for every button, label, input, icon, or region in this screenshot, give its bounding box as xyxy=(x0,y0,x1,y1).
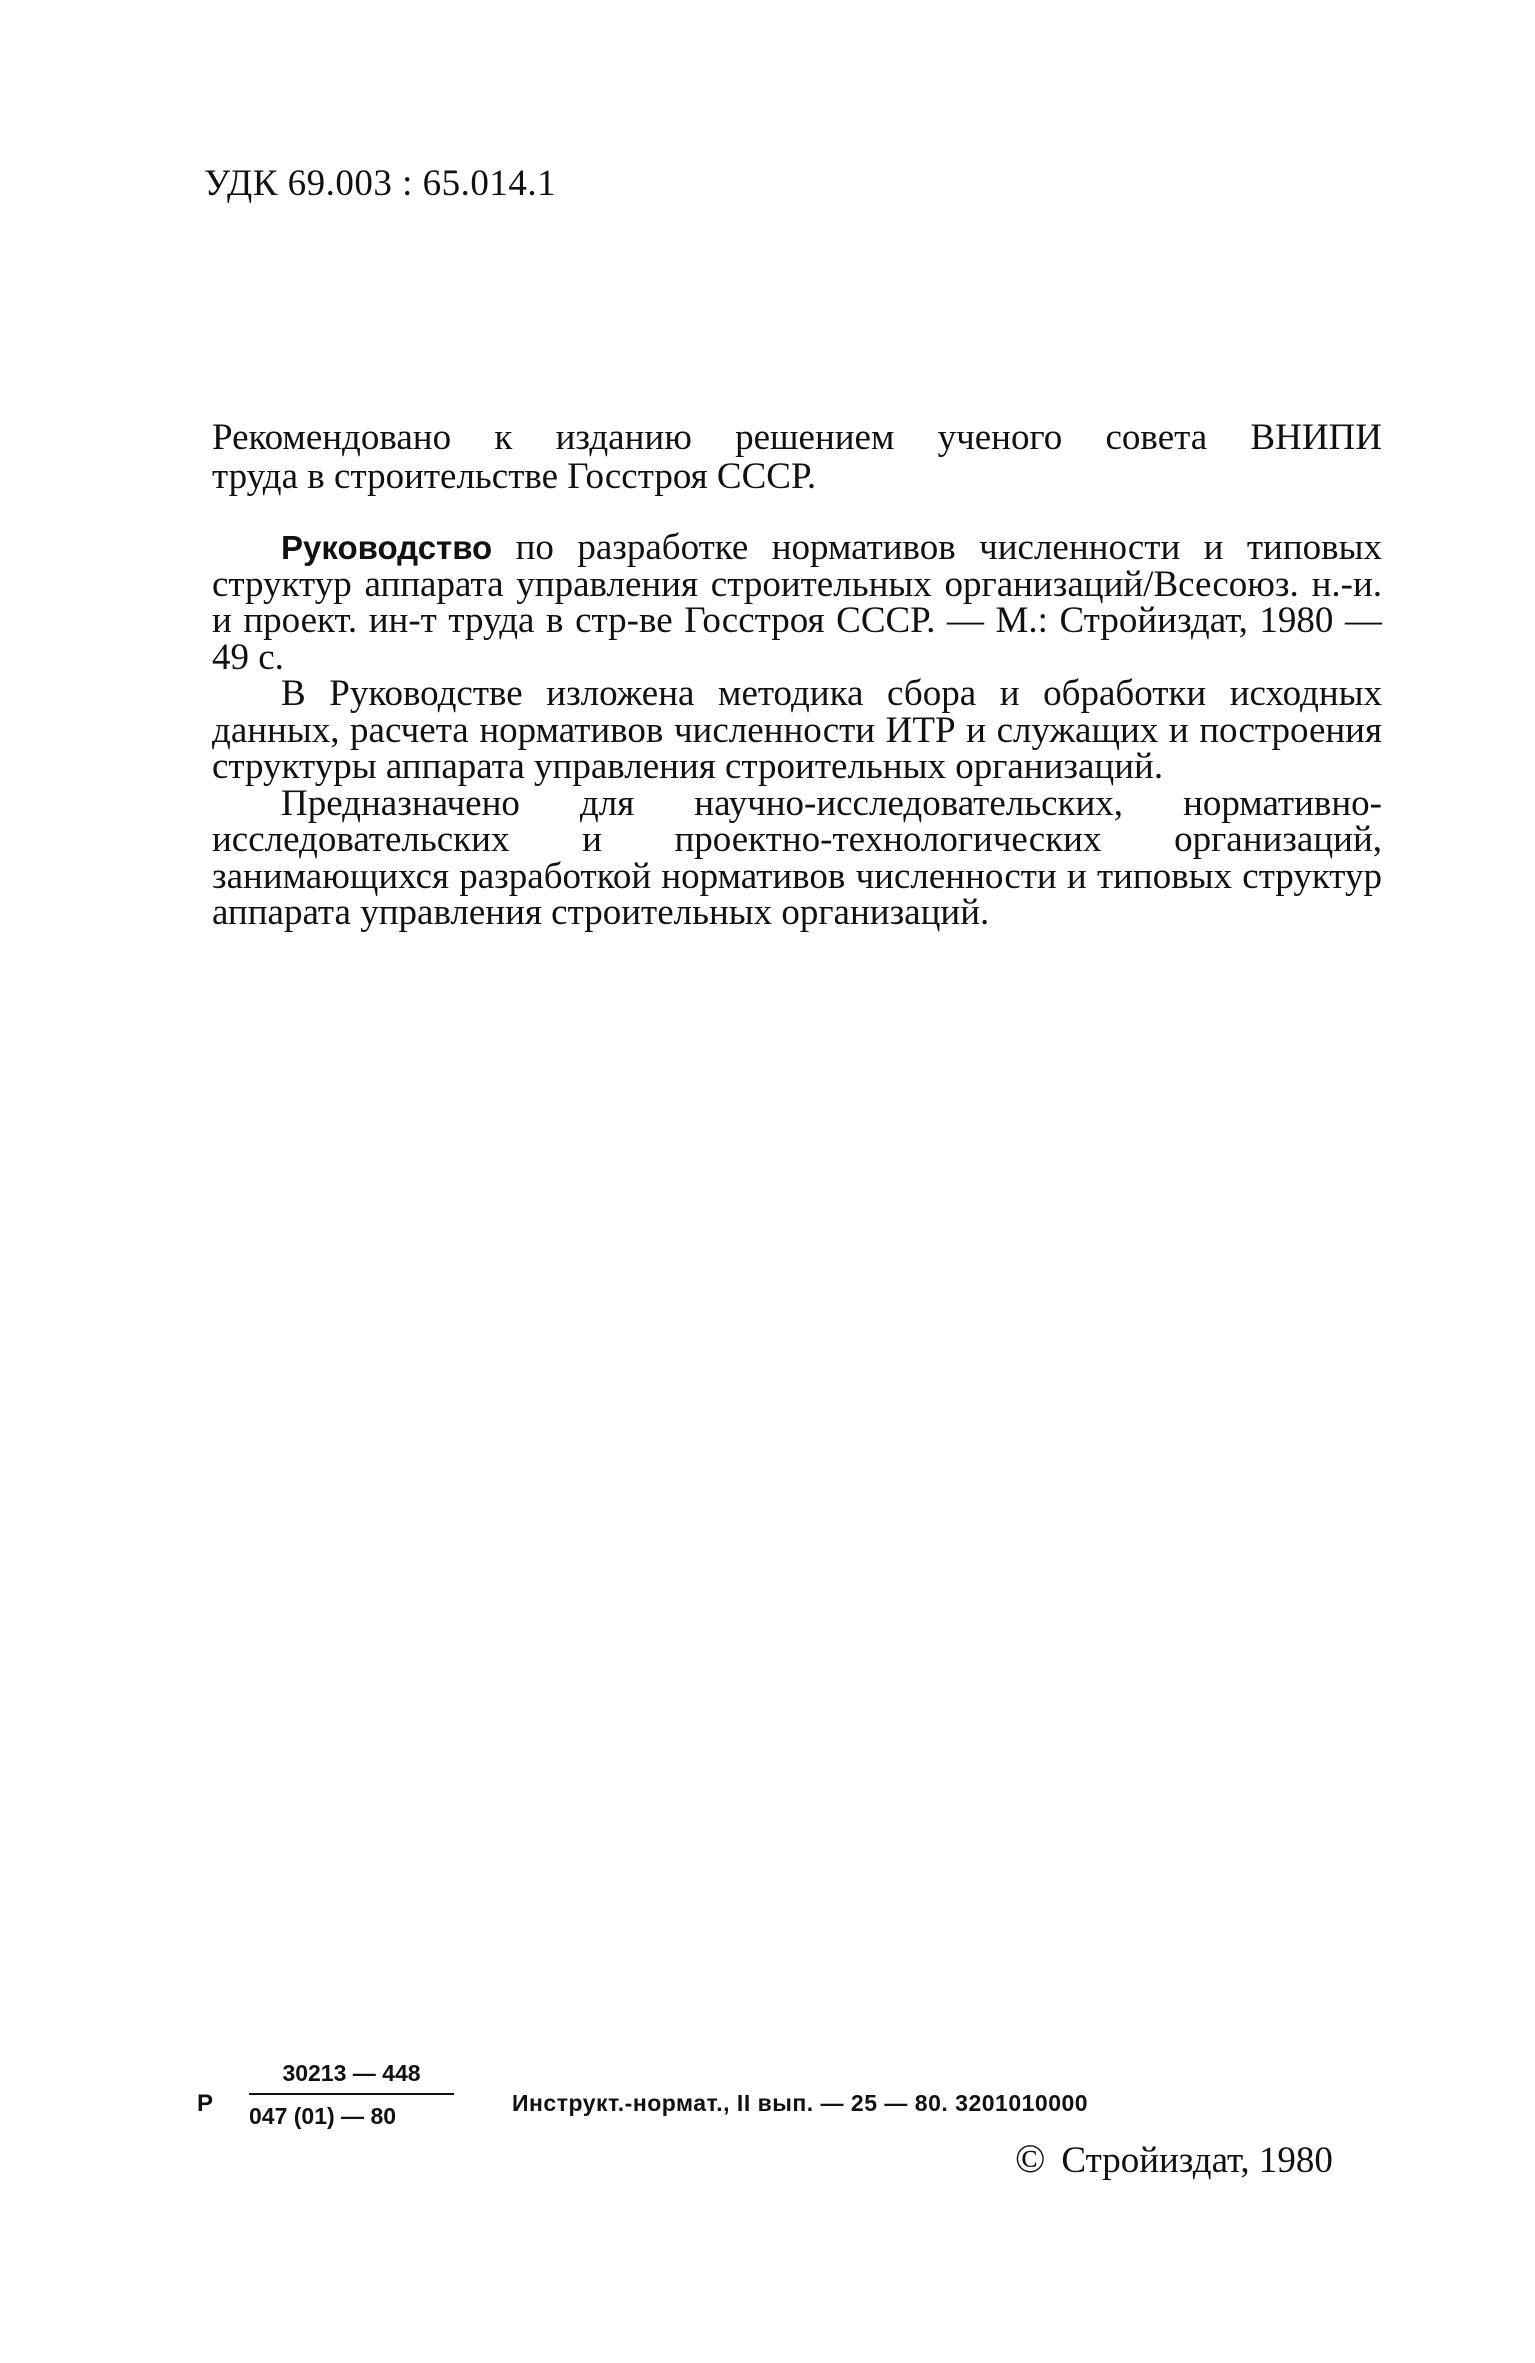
bibliography-details: по разработке нормативов численности и типовых структур аппарата управления строительных организаций/Всесоюз. н.-и. и проект. ин-т труда в стр-ве Госстроя СССР. — М.: Стройиздат, 1980 — 49 с. xyxy=(212,527,1382,678)
copyright-icon: © xyxy=(1015,2136,1046,2181)
annotation-block xyxy=(212,527,1382,933)
copyright-notice xyxy=(1015,2135,1333,2182)
imprint-fraction xyxy=(249,2060,454,2130)
imprint-info: Инструкт.-нормат., II вып. — 25 — 80. 3201010000 xyxy=(512,2090,1089,2116)
bibliography-title: Руководство xyxy=(281,529,493,566)
annotation-summary: В Руководстве изложена методика сбора и обработки исходных данных, расчета нормативов численности ИТР и служащих и построения структуры аппарата управления строительных организаций. xyxy=(212,673,1382,787)
udk-code: УДК 69.003 : 65.014.1 xyxy=(204,163,557,204)
imprint-denominator: 047 (01) — 80 xyxy=(249,2103,397,2129)
recommendation-line-2: труда в строительстве Госстроя СССР. xyxy=(212,456,817,497)
annotation-audience: Предназначено для научно-исследовательских, нормативно-исследовательских и проектно-технологических организаций, занимающихся разработкой нормативов численности и типовых структур аппарата управления строительных организаций. xyxy=(212,782,1382,933)
imprint-numerator: 30213 — 448 xyxy=(249,2060,454,2095)
recommendation-line-1: Рекомендовано к изданию решением ученого совета ВНИПИ xyxy=(212,417,1382,458)
copyright-text: Стройиздат, 1980 xyxy=(1061,2140,1333,2181)
bibliographic-description xyxy=(212,527,1382,678)
imprint-letter: Р xyxy=(197,2090,214,2117)
publication-recommendation xyxy=(212,418,1382,496)
